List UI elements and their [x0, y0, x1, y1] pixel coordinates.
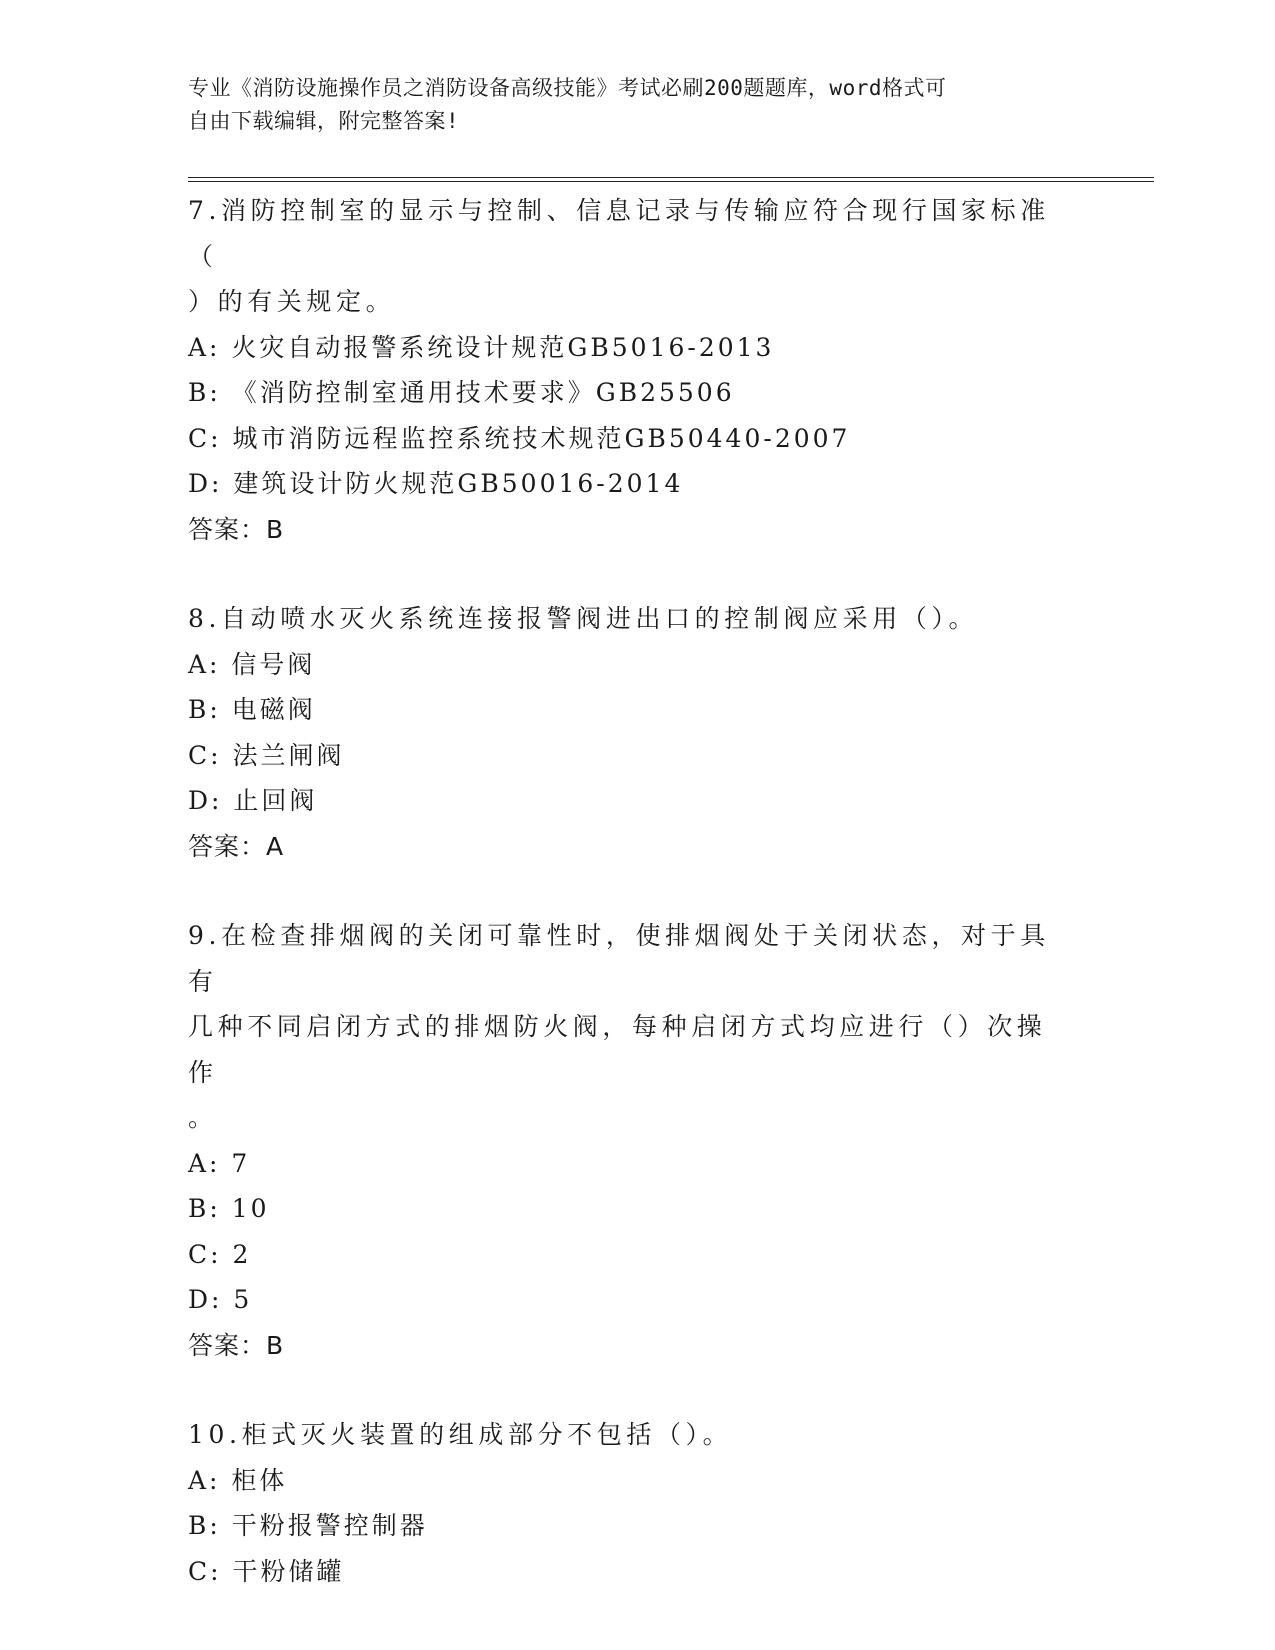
- answer-line: 答案：B: [188, 514, 285, 544]
- option-c: C: 城市消防远程监控系统技术规范GB50440-2007: [188, 423, 851, 453]
- option-d: D: 5: [188, 1285, 253, 1314]
- question-9: [188, 913, 1068, 1368]
- question-text-line: 7.消防控制室的显示与控制、信息记录与传输应符合现行国家标准（: [188, 196, 1050, 271]
- document-header: [188, 72, 1068, 138]
- question-text-line: 。: [188, 1103, 218, 1132]
- option-c: C: 法兰闸阀: [188, 740, 345, 770]
- option-d: D: 建筑设计防火规范GB50016-2014: [188, 469, 684, 498]
- option-a: A: 7: [188, 1148, 251, 1178]
- question-10: [188, 1412, 1068, 1594]
- option-b: B: 电磁阀: [188, 695, 316, 724]
- question-7: [188, 188, 1068, 552]
- option-d: D: 止回阀: [188, 786, 318, 815]
- option-c: C: 2: [188, 1239, 252, 1269]
- answer-line: 答案：B: [188, 1330, 285, 1360]
- answer-line: 答案：A: [188, 831, 285, 861]
- option-b: B: 干粉报警控制器: [188, 1511, 428, 1540]
- option-b: B: 10: [188, 1194, 270, 1223]
- question-text-line: 9.在检查排烟阀的关闭可靠性时，使排烟阀处于关闭状态，对于具有: [188, 921, 1050, 996]
- header-line-2: 自由下载编辑，附完整答案!: [188, 109, 460, 133]
- option-a: A: 信号阀: [188, 649, 316, 679]
- header-divider-bottom: [188, 181, 1154, 182]
- option-a: A: 火灾自动报警系统设计规范GB5016-2013: [188, 332, 775, 362]
- option-b: B: 《消防控制室通用技术要求》GB25506: [188, 378, 735, 407]
- option-a: A: 柜体: [188, 1465, 288, 1495]
- question-text-line: 几种不同启闭方式的排烟防火阀，每种启闭方式均应进行（）次操作: [188, 1012, 1047, 1087]
- question-8: [188, 596, 1068, 869]
- question-text-line: 8.自动喷水灭火系统连接报警阀进出口的控制阀应采用（）。: [188, 604, 979, 633]
- option-c: C: 干粉储罐: [188, 1556, 345, 1586]
- header-line-1: 专业《消防设施操作员之消防设备高级技能》考试必刷200题题库，word格式可: [188, 76, 947, 100]
- question-text-line: ）的有关规定。: [188, 287, 396, 316]
- question-text-line: 10.柜式灭火装置的组成部分不包括（）。: [188, 1420, 733, 1449]
- question-list: [188, 188, 1068, 1594]
- header-divider-top: [188, 177, 1154, 178]
